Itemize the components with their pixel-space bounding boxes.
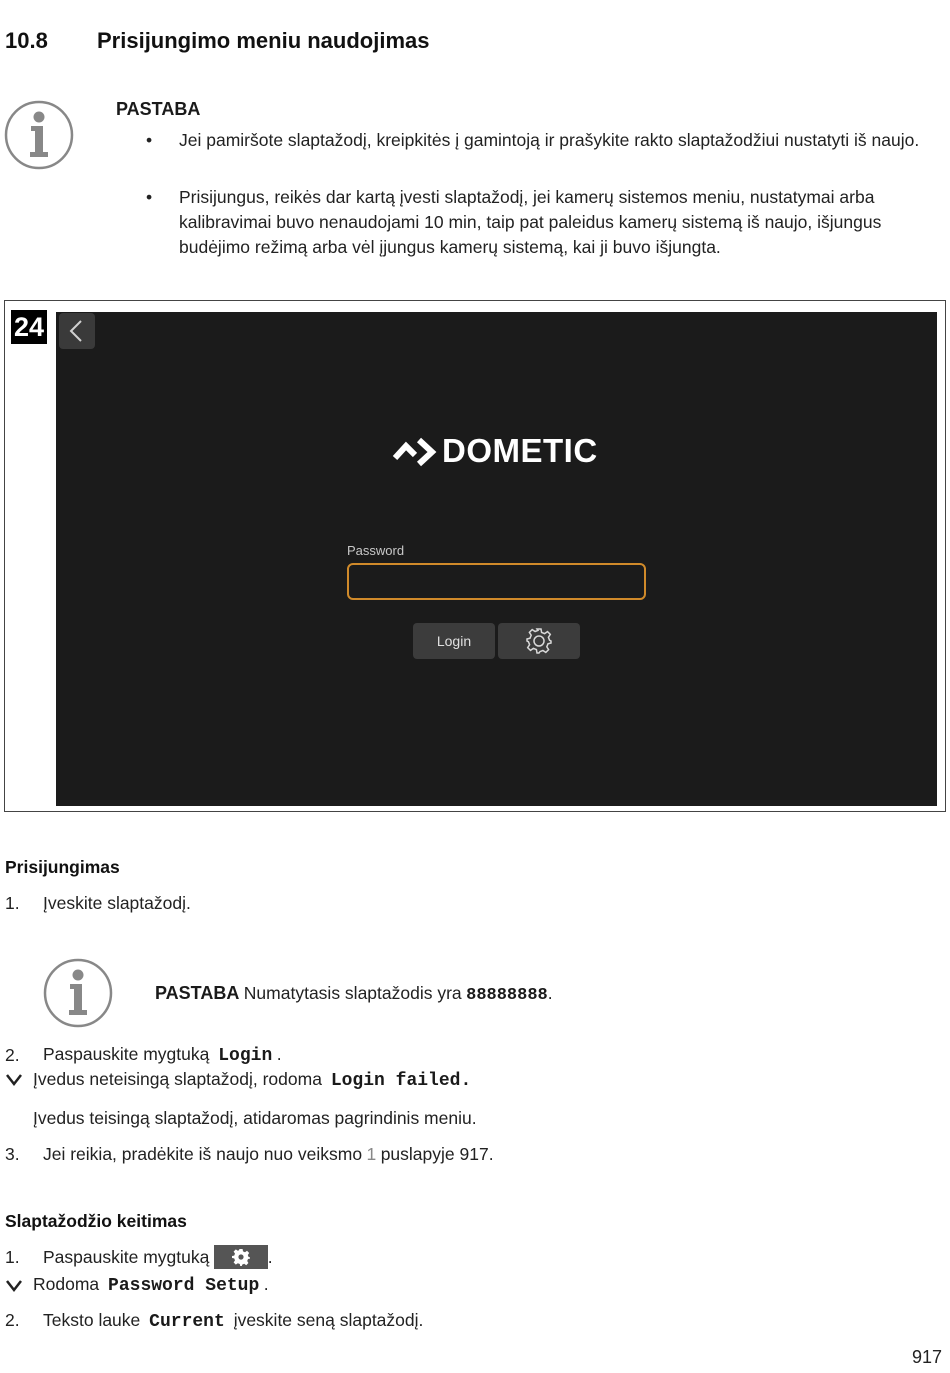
step-3-text: Jei reikia, pradėkite iš naujo nuo veiksmo xyxy=(43,1144,363,1164)
change-result-text: Rodoma xyxy=(33,1274,100,1294)
step-number: 2. xyxy=(5,1310,20,1330)
change-password-title: Slaptažodžio keitimas xyxy=(5,1211,187,1231)
chevron-left-icon xyxy=(59,313,95,349)
change-result-code: Password Setup xyxy=(108,1276,260,1296)
change-step-2-code: Current xyxy=(149,1312,225,1332)
figure-number: 24 xyxy=(11,310,47,344)
result-1-code: Login failed. xyxy=(330,1071,472,1091)
step-2: Paspauskite mygtuką Login . xyxy=(43,1044,282,1066)
section-number: 10.8 xyxy=(5,28,48,53)
note-bullet-1: Jei pamiršote slaptažodį, kreipkitės į gamintoją ir prašykite rakto slaptažodžiui nustatyti iš naujo. xyxy=(179,130,920,150)
step-1-text: Įveskite slaptažodį. xyxy=(43,893,191,913)
gear-icon xyxy=(214,1245,268,1269)
bullet-dot: • xyxy=(146,130,153,150)
device-screen xyxy=(56,312,937,806)
step-3 xyxy=(43,1144,494,1165)
result-1 xyxy=(33,1069,471,1091)
step-number: 2. xyxy=(5,1045,20,1065)
password-input[interactable] xyxy=(347,563,646,600)
step-reference-link[interactable]: 1 xyxy=(366,1144,377,1164)
change-step-1: Paspauskite mygtuką . xyxy=(43,1247,273,1271)
change-step-1-text: Paspauskite mygtuką xyxy=(43,1247,210,1268)
change-result: Rodoma Password Setup . xyxy=(33,1274,269,1296)
note-bullet-2: Prisijungus, reikės dar kartą įvesti slaptažodį, jei kamerų sistemos meniu, nustatymai arba kalibravimai buvo nenaudojami 10 min, taip pat paleidus kamerų sistemą iš naujo, išjungus budėjimo režimą arba vėl įjungus kamerų sistemą, kai ji buvo išjungta. xyxy=(179,187,882,257)
step-number: 1. xyxy=(5,1247,20,1267)
step-2-code: Login xyxy=(218,1046,273,1066)
note-label: PASTABA xyxy=(155,983,240,1003)
login-section-title: Prisijungimas xyxy=(5,857,120,877)
result-1-text: Įvedus neteisingą slaptažodį, rodoma xyxy=(33,1069,322,1089)
info-icon xyxy=(43,958,113,1033)
change-step-2-text-a: Teksto lauke xyxy=(43,1310,141,1330)
page-number: 917 xyxy=(912,1347,943,1367)
info-icon xyxy=(4,100,74,175)
settings-button[interactable] xyxy=(498,623,580,659)
password-label: Password xyxy=(347,543,405,558)
login-button[interactable]: Login xyxy=(413,623,495,659)
change-step-2 xyxy=(43,1310,423,1332)
result-2-text: Įvedus teisingą slaptažodį, atidaromas pagrindinis meniu. xyxy=(33,1108,477,1128)
gear-icon xyxy=(498,623,580,659)
note-text: Numatytasis slaptažodis yra xyxy=(243,983,462,1003)
note-label: PASTABA xyxy=(116,99,201,119)
result-check-icon xyxy=(5,1276,23,1299)
dometic-logo-icon xyxy=(392,434,440,475)
brand-logo-text: DOMETIC xyxy=(442,432,598,469)
step-number: 1. xyxy=(5,893,20,913)
bullet-dot: • xyxy=(146,187,153,207)
change-step-2-text-b: įveskite seną slaptažodį. xyxy=(233,1310,424,1330)
result-check-icon xyxy=(5,1070,23,1093)
default-password-note: PASTABA Numatytasis slaptažodis yra 88888888. xyxy=(155,983,553,1005)
page-reference: puslapyje 917. xyxy=(380,1144,494,1164)
step-2-text: Paspauskite mygtuką xyxy=(43,1044,210,1064)
default-password-value: 88888888 xyxy=(466,986,548,1005)
section-title: Prisijungimo meniu naudojimas xyxy=(97,28,430,53)
step-number: 3. xyxy=(5,1144,20,1164)
back-button[interactable] xyxy=(59,313,95,349)
